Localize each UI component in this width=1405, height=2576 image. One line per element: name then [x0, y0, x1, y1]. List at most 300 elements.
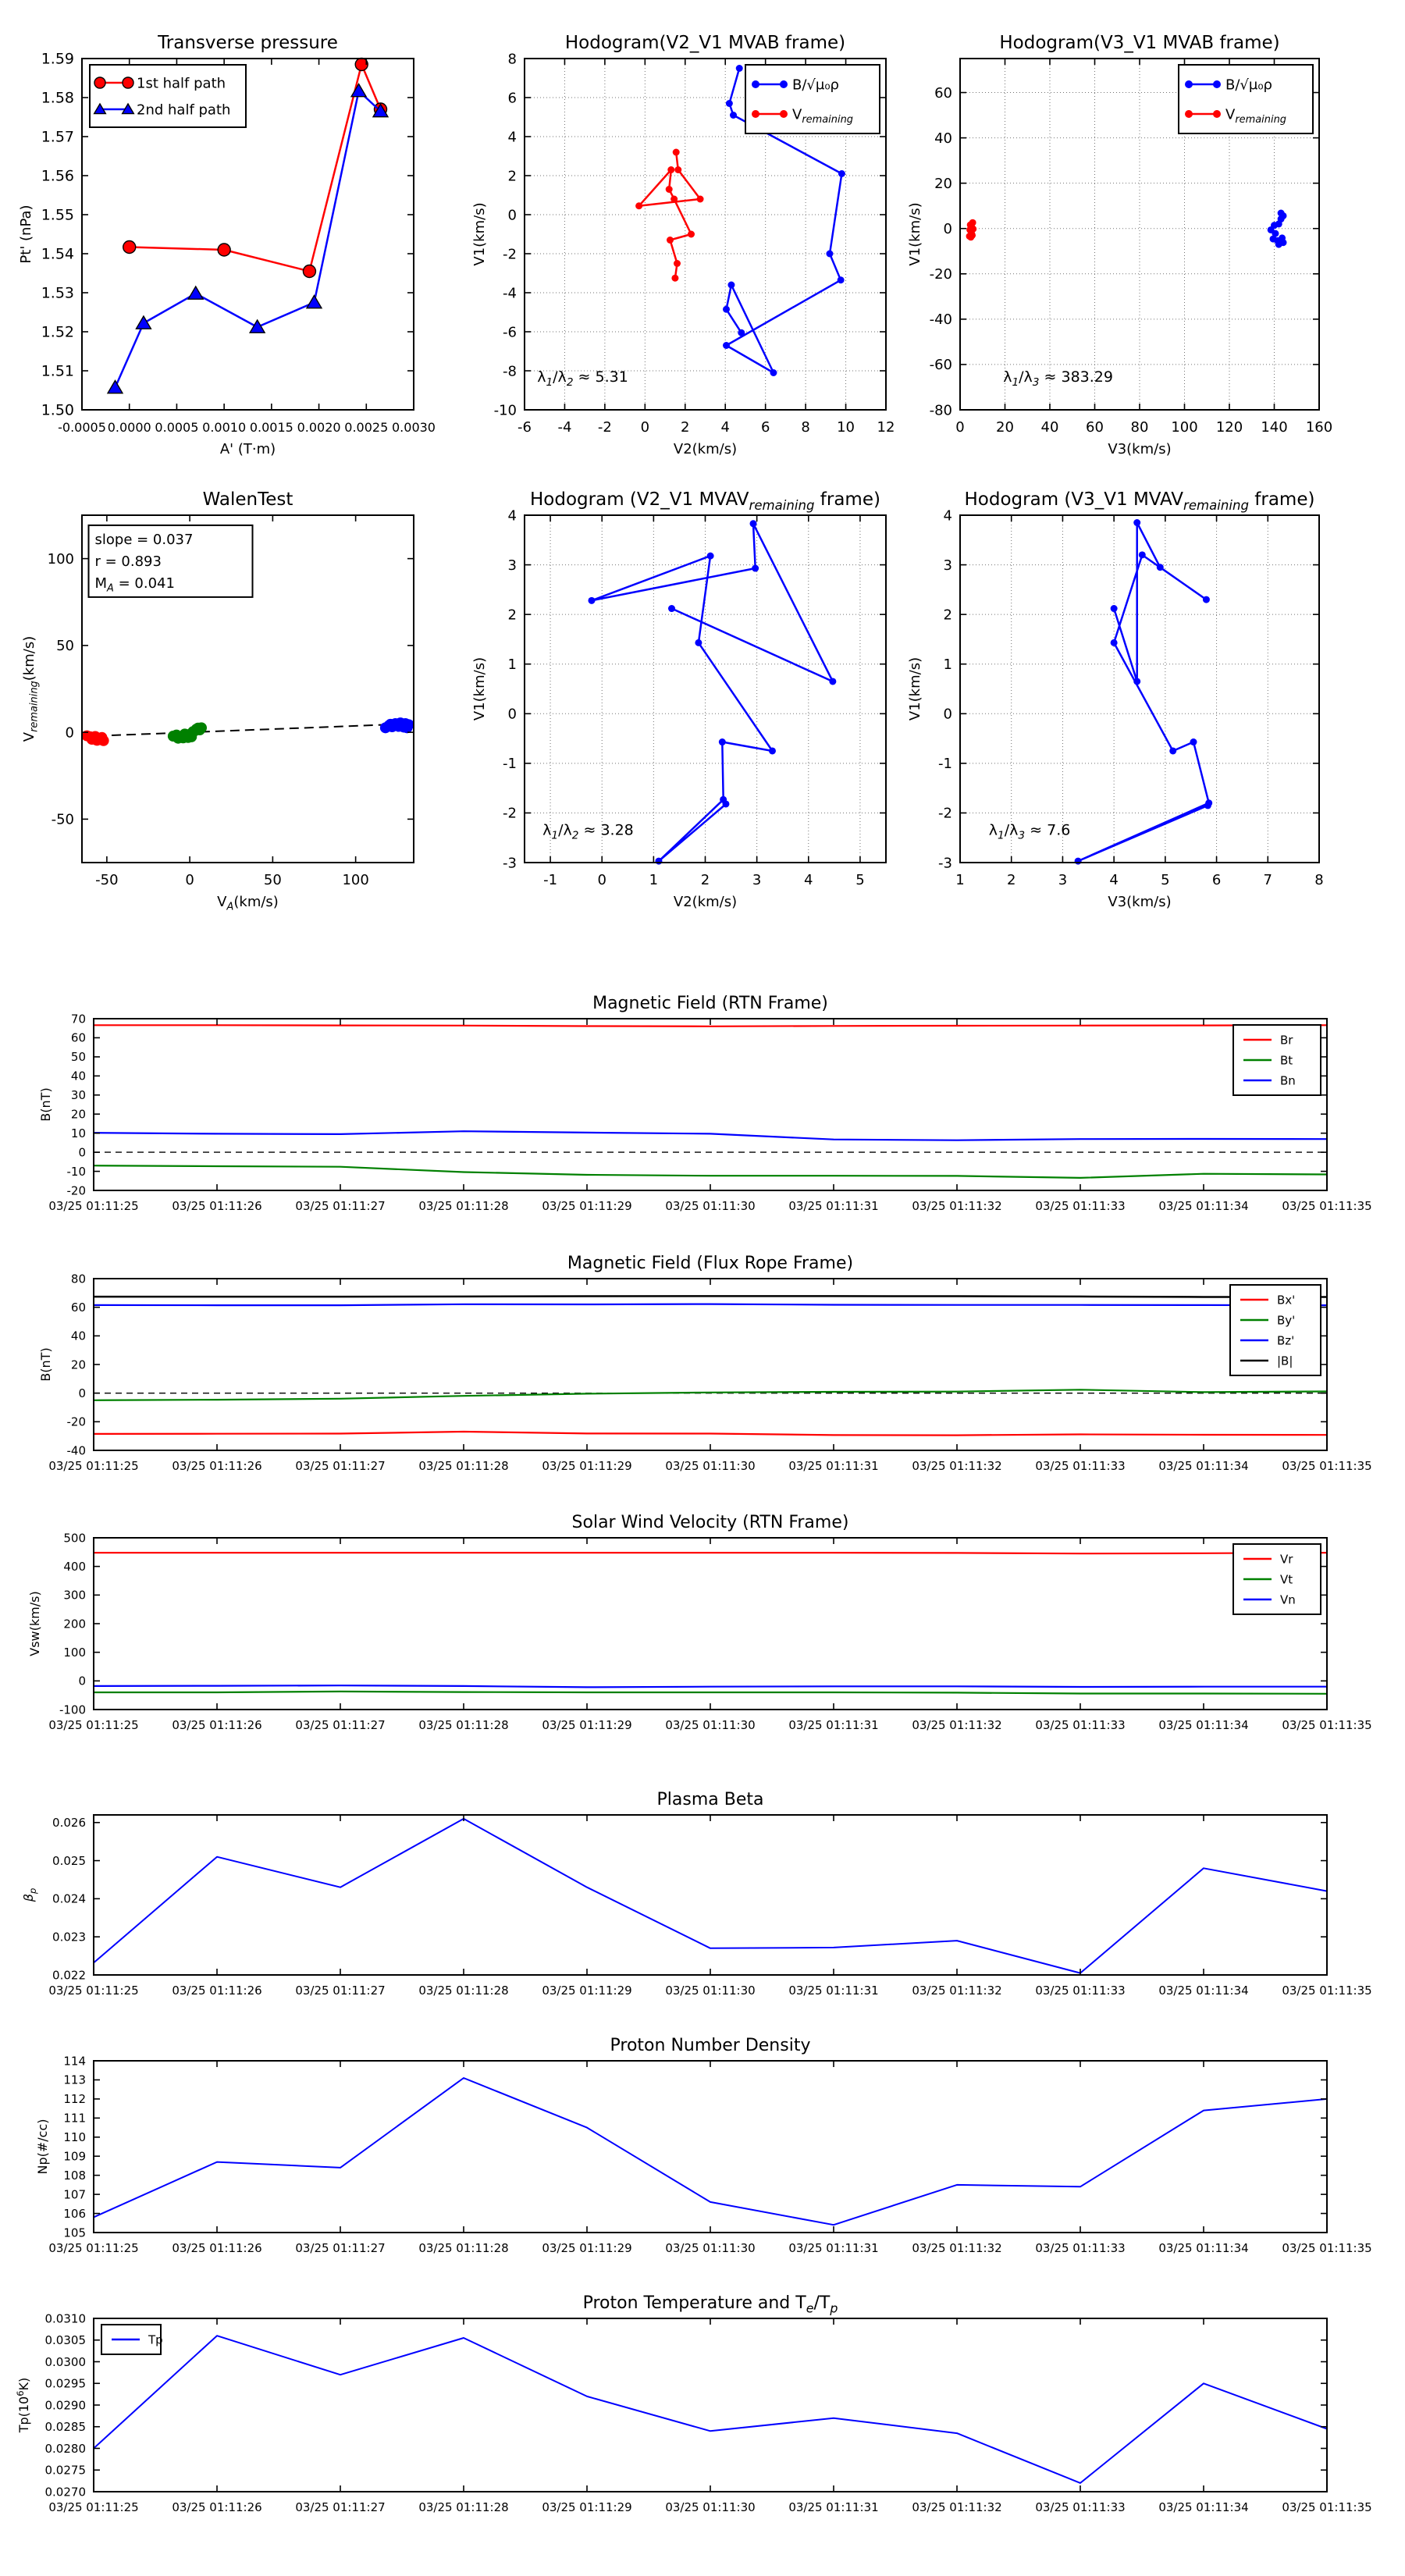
- y-tick-label: 0.022: [52, 1968, 86, 1983]
- y-axis-label: Pt' (nPa): [18, 205, 34, 264]
- y-tick-label: -20: [66, 1414, 86, 1429]
- x-axis-label: A' (T·m): [219, 441, 276, 457]
- y-tick-label: 80: [70, 1272, 86, 1286]
- legend-item-label: Vn: [1280, 1592, 1296, 1607]
- x-tick-label: 03/25 01:11:35: [1282, 1984, 1372, 1998]
- y-tick-label: 400: [63, 1559, 86, 1574]
- data-point-marker: [1213, 80, 1221, 88]
- y-tick-label: 0.0300: [44, 2354, 86, 2369]
- x-axis-label: V3(km/s): [1108, 894, 1172, 910]
- y-tick-label: 105: [63, 2226, 86, 2240]
- x-tick-label: -1: [543, 872, 558, 888]
- data-point-marker: [1169, 747, 1176, 754]
- stats-line: slope = 0.037: [94, 531, 194, 548]
- y-tick-label: 50: [56, 638, 74, 655]
- x-tick-label: 2: [1006, 872, 1016, 888]
- y-tick-label: 1: [943, 656, 952, 674]
- data-point-marker: [123, 241, 136, 254]
- data-point-marker: [136, 316, 151, 329]
- x-tick-label: 60: [1086, 419, 1104, 436]
- y-tick-label: -20: [66, 1183, 86, 1198]
- data-point-marker: [722, 800, 729, 807]
- data-point-marker: [303, 265, 315, 278]
- y-tick-label: 112: [63, 2092, 86, 2107]
- magnetic-field-flux-rope-series-line: [94, 1304, 1327, 1306]
- y-axis-label: V1(km/s): [907, 202, 923, 266]
- y-tick-label: 20: [70, 1107, 86, 1122]
- plot-proton-number-density: [35, 2036, 1372, 2255]
- legend-box: [101, 2325, 163, 2354]
- y-tick-label: -8: [503, 363, 517, 380]
- y-tick-label: 500: [63, 1531, 86, 1546]
- x-tick-label: 03/25 01:11:25: [48, 1984, 139, 1998]
- x-tick-label: 03/25 01:11:26: [172, 2241, 262, 2255]
- x-tick-label: 03/25 01:11:27: [295, 1718, 386, 1732]
- data-point-marker: [752, 565, 759, 572]
- data-point-marker: [108, 381, 123, 393]
- y-axis-label: $V_{remaining}(km/s)$: [21, 635, 41, 742]
- x-tick-label: 03/25 01:11:35: [1282, 2500, 1372, 2514]
- y-tick-label: -40: [66, 1443, 86, 1458]
- data-point-marker: [1185, 110, 1193, 118]
- y-tick-label: -1: [503, 756, 517, 773]
- data-point-marker: [770, 369, 777, 376]
- x-tick-label: 80: [1130, 419, 1149, 436]
- x-tick-label: 03/25 01:11:25: [48, 2241, 139, 2255]
- x-tick-label: 03/25 01:11:28: [418, 2500, 509, 2514]
- y-tick-label: 111: [63, 2111, 86, 2126]
- y-tick-label: 1.51: [41, 362, 74, 380]
- y-tick-label: 0.0295: [44, 2376, 86, 2391]
- solar-wind-velocity-series-line: [94, 1685, 1327, 1687]
- x-tick-label: 4: [1109, 872, 1119, 888]
- y-tick-label: 110: [63, 2130, 86, 2145]
- x-tick-label: 03/25 01:11:29: [542, 1984, 632, 1998]
- x-tick-label: 03/25 01:11:31: [788, 1718, 879, 1732]
- y-axis-label: B(nT): [38, 1347, 53, 1382]
- data-point-marker: [727, 282, 735, 289]
- y-tick-label: 0.0285: [44, 2420, 86, 2434]
- y-tick-label: 0: [943, 706, 952, 723]
- data-point-marker: [188, 286, 203, 299]
- x-tick-label: 03/25 01:11:28: [418, 1199, 509, 1213]
- legend-item-label: Tp: [148, 2332, 163, 2347]
- x-tick-label: 0.0025: [344, 420, 389, 435]
- x-tick-label: 03/25 01:11:25: [48, 1718, 139, 1732]
- y-tick-label: -60: [929, 357, 952, 374]
- data-point-marker: [218, 244, 230, 256]
- y-tick-label: -50: [51, 811, 74, 828]
- plot-title: Magnetic Field (Flux Rope Frame): [567, 1254, 854, 1273]
- legend-box: [745, 65, 880, 133]
- data-point-marker: [671, 275, 678, 282]
- legend-item-label: B/√μ₀ρ: [792, 76, 839, 94]
- x-tick-label: -0.0005: [58, 420, 106, 435]
- proton-number-density-series-line: [94, 2078, 1327, 2225]
- y-tick-label: 1.52: [41, 323, 74, 341]
- y-tick-label: 1.53: [41, 284, 74, 302]
- y-tick-label: -2: [938, 805, 952, 822]
- y-tick-label: 6: [507, 90, 517, 107]
- data-point-marker: [695, 639, 702, 646]
- y-tick-label: 108: [63, 2168, 86, 2183]
- y-tick-label: -2: [503, 805, 517, 822]
- y-tick-label: 0: [78, 1674, 86, 1688]
- y-axis-label: B(nT): [38, 1087, 53, 1122]
- x-tick-label: -4: [557, 419, 572, 436]
- x-axis-label: V2(km/s): [673, 441, 738, 457]
- x-tick-label: 03/25 01:11:31: [788, 2500, 879, 2514]
- legend-item-label: B/√μ₀ρ: [1225, 76, 1272, 94]
- magnetic-field-rtn-series-line: [94, 1165, 1327, 1178]
- axis-ticks: [525, 515, 886, 863]
- axes-frame: [525, 515, 886, 863]
- x-tick-label: 0.0000: [107, 420, 151, 435]
- x-tick-label: 03/25 01:11:30: [665, 1718, 756, 1732]
- y-tick-label: 0.0310: [44, 2311, 86, 2326]
- x-tick-label: 3: [752, 872, 762, 888]
- x-tick-label: 2: [700, 872, 710, 888]
- data-point-marker: [655, 858, 662, 865]
- data-point-marker: [1133, 678, 1140, 685]
- plot-solar-wind-velocity: [27, 1513, 1372, 1732]
- x-tick-label: 100: [342, 872, 369, 888]
- plasma-beta-series-line: [94, 1819, 1327, 1973]
- data-point-marker: [826, 251, 833, 258]
- y-axis-label: V1(km/s): [471, 656, 488, 721]
- axis-ticks: [94, 1019, 1327, 1190]
- x-tick-label: 03/25 01:11:35: [1282, 1199, 1372, 1213]
- axis-ticks: [94, 2318, 1327, 2492]
- x-tick-label: 03/25 01:11:33: [1035, 2241, 1126, 2255]
- x-tick-label: 03/25 01:11:30: [665, 2241, 756, 2255]
- y-tick-label: 1.57: [41, 128, 74, 146]
- data-point-marker: [723, 306, 730, 313]
- x-tick-label: 03/25 01:11:34: [1158, 1459, 1249, 1473]
- x-tick-label: 0: [185, 872, 194, 888]
- x-tick-label: 20: [996, 419, 1014, 436]
- data-point-marker: [697, 196, 704, 203]
- data-point-marker: [688, 231, 695, 238]
- stats-line: r = 0.893: [94, 553, 162, 570]
- data-point-marker: [668, 605, 675, 612]
- y-tick-label: -100: [59, 1703, 86, 1717]
- x-tick-label: 0.0005: [155, 420, 199, 435]
- legend-item-label: By': [1277, 1313, 1296, 1328]
- x-tick-label: 03/25 01:11:33: [1035, 1718, 1126, 1732]
- data-point-marker: [838, 276, 845, 283]
- legend-item-label: 1st half path: [137, 75, 226, 92]
- x-tick-label: 4: [804, 872, 813, 888]
- x-tick-label: 50: [263, 872, 282, 888]
- plot-title: Solar Wind Velocity (RTN Frame): [571, 1513, 849, 1532]
- y-tick-label: 100: [47, 550, 74, 568]
- legend-frame: [1230, 1285, 1321, 1375]
- y-tick-label: 20: [70, 1357, 86, 1372]
- y-tick-label: 4: [507, 129, 517, 146]
- y-tick-label: -40: [929, 311, 952, 329]
- x-tick-label: 03/25 01:11:32: [912, 1984, 1002, 1998]
- data-point-marker: [1157, 564, 1164, 571]
- y-tick-label: 40: [70, 1329, 86, 1343]
- data-point-marker: [666, 186, 673, 193]
- y-tick-label: -1: [938, 756, 952, 773]
- data-point-marker: [674, 260, 681, 267]
- y-tick-label: 40: [934, 130, 952, 147]
- axes-frame: [94, 1815, 1327, 1975]
- x-tick-label: 03/25 01:11:26: [172, 1984, 262, 1998]
- y-tick-label: 0.0280: [44, 2441, 86, 2456]
- x-tick-label: 03/25 01:11:31: [788, 1984, 879, 1998]
- data-point-marker: [1139, 551, 1146, 558]
- x-tick-label: 0: [640, 419, 650, 436]
- y-tick-label: 109: [63, 2149, 86, 2164]
- data-point-marker: [769, 747, 776, 754]
- plot-hodogram-v3v1-mvav: [907, 489, 1324, 910]
- x-tick-label: 03/25 01:11:34: [1158, 2241, 1249, 2255]
- solar-wind-velocity-series-line: [94, 1692, 1327, 1694]
- x-tick-label: 03/25 01:11:30: [665, 1459, 756, 1473]
- plot-hodogram-v2v1-mvab: [471, 33, 895, 457]
- data-point-marker: [1111, 605, 1118, 612]
- x-tick-label: 03/25 01:11:35: [1282, 1718, 1372, 1732]
- legend-item-label: Br: [1280, 1033, 1293, 1048]
- y-tick-label: -10: [66, 1164, 86, 1179]
- y-tick-label: 3: [507, 557, 517, 574]
- x-tick-label: 160: [1305, 419, 1333, 436]
- y-axis-label: Vsw(km/s): [27, 1591, 42, 1656]
- x-tick-label: 100: [1171, 419, 1198, 436]
- axes-frame: [94, 1019, 1327, 1190]
- plot-title: Hodogram(V3_V1 MVAB frame): [999, 33, 1280, 53]
- data-point-marker: [1185, 80, 1193, 88]
- x-tick-label: 03/25 01:11:27: [295, 1199, 386, 1213]
- legend-item-label: Vt: [1280, 1572, 1293, 1587]
- data-point-marker: [673, 149, 680, 156]
- y-tick-label: 4: [943, 507, 952, 525]
- y-tick-label: -20: [929, 266, 952, 283]
- hodogram-v2v1-mvav-series-line: [592, 524, 833, 861]
- y-tick-label: 10: [70, 1126, 86, 1140]
- data-point-marker: [1213, 110, 1221, 118]
- plot-title: Transverse pressure: [158, 33, 338, 53]
- legend-item-label: Vr: [1280, 1552, 1293, 1567]
- x-tick-label: 7: [1263, 872, 1273, 888]
- legend-item-label: $V_{remaining}$: [792, 106, 854, 126]
- proton-temperature-series-line: [94, 2336, 1327, 2483]
- y-tick-label: 60: [934, 84, 952, 101]
- x-tick-label: 03/25 01:11:35: [1282, 2241, 1372, 2255]
- data-point-marker: [969, 232, 976, 239]
- y-tick-label: 0: [65, 724, 74, 742]
- data-point-marker: [1075, 858, 1082, 865]
- magnetic-field-rtn-series-line: [94, 1025, 1327, 1026]
- x-tick-label: 03/25 01:11:31: [788, 1459, 879, 1473]
- x-tick-label: 03/25 01:11:30: [665, 1199, 756, 1213]
- x-axis-label: $V_A(km/s)$: [217, 894, 279, 913]
- data-point-marker: [1133, 519, 1140, 526]
- x-tick-label: 03/25 01:11:28: [418, 1984, 509, 1998]
- y-tick-label: -10: [493, 402, 517, 419]
- x-tick-label: 5: [855, 872, 865, 888]
- x-tick-label: 03/25 01:11:26: [172, 2500, 262, 2514]
- data-point-marker: [196, 722, 207, 733]
- x-tick-label: 03/25 01:11:26: [172, 1459, 262, 1473]
- y-tick-label: 60: [70, 1300, 86, 1315]
- magnetic-field-rtn-series-line: [94, 1131, 1327, 1140]
- data-point-marker: [738, 329, 745, 336]
- x-tick-label: 03/25 01:11:25: [48, 2500, 139, 2514]
- y-tick-label: 0.024: [52, 1891, 86, 1906]
- axes-frame: [94, 2318, 1327, 2492]
- x-tick-label: 0: [597, 872, 606, 888]
- data-point-marker: [98, 735, 109, 746]
- y-tick-label: 60: [70, 1030, 86, 1045]
- x-tick-label: 120: [1215, 419, 1243, 436]
- x-tick-label: 0.0020: [297, 420, 341, 435]
- data-point-marker: [1190, 738, 1197, 745]
- y-axis-label: $\beta_p$: [21, 1888, 39, 1902]
- y-tick-label: 113: [63, 2073, 86, 2087]
- data-point-marker: [94, 77, 105, 88]
- plot-hodogram-v2v1-mvav: [471, 489, 886, 910]
- y-tick-label: 0: [78, 1386, 86, 1400]
- plot-plasma-beta: [21, 1790, 1372, 1998]
- axis-ticks: [94, 1815, 1327, 1975]
- y-tick-label: -3: [503, 855, 517, 872]
- plot-title: Hodogram(V2_V1 MVAB frame): [564, 33, 846, 53]
- plot-title: Hodogram (V2_V1 $MVAV_{remaining}$ frame): [530, 489, 880, 513]
- y-tick-label: -80: [929, 402, 952, 419]
- y-tick-label: -2: [503, 246, 517, 263]
- y-tick-label: 0.025: [52, 1853, 86, 1868]
- data-point-marker: [351, 84, 366, 97]
- x-tick-label: 5: [1161, 872, 1170, 888]
- y-tick-label: 100: [63, 1645, 86, 1660]
- data-point-marker: [1111, 639, 1118, 646]
- lambda-annotation: $\lambda_1/\lambda_3 \approx 383.29$: [1003, 368, 1113, 389]
- x-tick-label: 03/25 01:11:27: [295, 2241, 386, 2255]
- transverse-pressure-series-line: [116, 91, 381, 388]
- axis-ticks: [94, 1538, 1327, 1710]
- y-tick-label: 0.0305: [44, 2333, 86, 2347]
- y-tick-label: 0.0275: [44, 2463, 86, 2478]
- y-tick-label: 0: [507, 706, 517, 723]
- y-tick-label: 0.0290: [44, 2398, 86, 2413]
- plot-magnetic-field-flux-rope: [38, 1254, 1372, 1473]
- y-tick-label: 0.026: [52, 1816, 86, 1831]
- y-tick-label: 300: [63, 1588, 86, 1603]
- x-tick-label: 03/25 01:11:31: [788, 1199, 879, 1213]
- x-tick-label: 03/25 01:11:34: [1158, 1718, 1249, 1732]
- plot-title: Plasma Beta: [656, 1790, 764, 1809]
- x-tick-label: 6: [1211, 872, 1222, 888]
- x-axis-label: V3(km/s): [1108, 441, 1172, 457]
- plot-title: Hodogram (V3_V1 $MVAV_{remaining}$ frame): [964, 489, 1315, 513]
- x-tick-label: 1: [955, 872, 965, 888]
- x-tick-label: 40: [1040, 419, 1059, 436]
- plot-title: Magnetic Field (RTN Frame): [592, 994, 828, 1013]
- x-tick-label: 03/25 01:11:33: [1035, 1459, 1126, 1473]
- legend-item-label: 2nd half path: [137, 101, 231, 119]
- x-tick-label: 03/25 01:11:33: [1035, 2500, 1126, 2514]
- y-tick-label: 0.023: [52, 1930, 86, 1944]
- x-tick-label: -50: [95, 872, 119, 888]
- x-tick-label: 03/25 01:11:34: [1158, 1199, 1249, 1213]
- legend-box: [1233, 1025, 1321, 1095]
- x-tick-label: 03/25 01:11:32: [912, 2500, 1002, 2514]
- x-tick-label: 3: [1058, 872, 1068, 888]
- data-point-marker: [404, 719, 414, 730]
- x-tick-label: 03/25 01:11:30: [665, 2500, 756, 2514]
- y-tick-label: 107: [63, 2187, 86, 2202]
- data-point-marker: [752, 80, 759, 88]
- y-axis-label: V1(km/s): [907, 656, 923, 721]
- data-point-marker: [719, 738, 726, 745]
- grid-lines: [525, 515, 886, 863]
- x-tick-label: 03/25 01:11:29: [542, 2241, 632, 2255]
- x-tick-label: 03/25 01:11:28: [418, 2241, 509, 2255]
- x-tick-label: 03/25 01:11:33: [1035, 1199, 1126, 1213]
- data-point-marker: [667, 237, 674, 244]
- data-point-marker: [780, 110, 788, 118]
- plot-title: Proton Temperature and $T_e/T_p$: [582, 2293, 838, 2316]
- data-point-marker: [635, 202, 642, 209]
- legend-item-label: $V_{remaining}$: [1225, 106, 1287, 126]
- legend-box: [1230, 1285, 1321, 1375]
- y-tick-label: 200: [63, 1617, 86, 1631]
- data-point-marker: [674, 166, 681, 173]
- x-tick-label: 4: [720, 419, 730, 436]
- x-tick-label: 2: [681, 419, 690, 436]
- hodogram-v3v1-mvav-series-line: [1078, 523, 1209, 862]
- x-tick-label: 12: [877, 419, 895, 436]
- x-tick-label: 03/25 01:11:27: [295, 1459, 386, 1473]
- x-tick-label: 1: [649, 872, 659, 888]
- data-point-marker: [829, 678, 836, 685]
- x-tick-label: 0: [955, 419, 965, 436]
- y-tick-label: 30: [70, 1088, 86, 1103]
- legend-item-label: Bx': [1277, 1293, 1296, 1308]
- x-tick-label: 03/25 01:11:32: [912, 1459, 1002, 1473]
- y-tick-label: 8: [507, 51, 517, 68]
- y-tick-label: 50: [70, 1050, 86, 1065]
- y-tick-label: 1.56: [41, 167, 74, 185]
- data-point-marker: [1275, 241, 1282, 248]
- data-point-marker: [1204, 802, 1211, 809]
- x-tick-label: 6: [760, 419, 770, 436]
- magnetic-field-flux-rope-series-line: [94, 1296, 1327, 1297]
- data-point-marker: [123, 77, 133, 88]
- y-tick-label: 106: [63, 2206, 86, 2221]
- data-point-marker: [726, 100, 733, 107]
- data-point-marker: [780, 80, 788, 88]
- lambda-annotation: $\lambda_1/\lambda_3 \approx 7.6$: [988, 821, 1071, 842]
- data-point-marker: [87, 734, 98, 745]
- x-tick-label: 03/25 01:11:31: [788, 2241, 879, 2255]
- y-tick-label: 0.0270: [44, 2485, 86, 2500]
- y-tick-label: 2: [943, 607, 952, 624]
- legend-item-label: Bt: [1280, 1053, 1293, 1068]
- y-tick-label: 4: [507, 507, 517, 525]
- x-tick-label: 8: [1314, 872, 1324, 888]
- lambda-annotation: $\lambda_1/\lambda_2 \approx 5.31$: [537, 368, 628, 389]
- y-tick-label: 20: [934, 175, 952, 192]
- plot-title: WalenTest: [202, 489, 293, 510]
- magnetic-field-flux-rope-series-line: [94, 1389, 1327, 1400]
- x-tick-label: 03/25 01:11:29: [542, 1459, 632, 1473]
- x-tick-label: -6: [518, 419, 532, 436]
